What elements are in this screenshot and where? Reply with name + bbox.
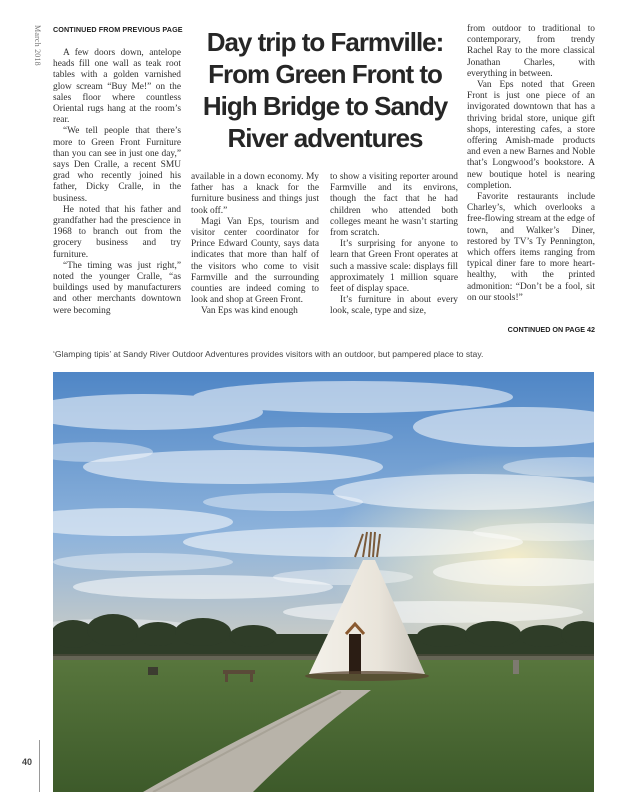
page-number: 40	[22, 757, 33, 767]
paragraph: to show a visiting reporter around Farmville and its environs, though the fact that he had children who attended both colleges meant he wasn’t starting from scratch.	[330, 172, 458, 239]
article-column-4	[467, 24, 595, 304]
continued-on-label: CONTINUED ON PAGE 42	[507, 325, 595, 334]
paragraph: available in a down economy. My father has a knack for the furniture business and things just took off.”	[191, 172, 319, 216]
paragraph: “We tell people that there’s more to Green Front Furniture than you can see in just one day,” says Den Cralle, a recent SMU grad who recently joined his father, Dicky Cralle, in the business.	[53, 126, 181, 204]
article-headline: Day trip to Farmville: From Green Front to High Bridge to Sandy River adventures	[202, 27, 448, 153]
tipi-photo	[53, 372, 594, 792]
paragraph: “The timing was just right,” noted the younger Cralle, “as buildings used by manufacturers and other merchants downtown were becoming	[53, 260, 181, 316]
paragraph: It’s furniture in about every look, scale, type and size,	[330, 295, 458, 317]
paragraph: Magi Van Eps, tourism and visitor center coordinator for Prince Edward County, says data indicates that more than half of the visitors who come to visit Farmville and the surrounding counties are indeed coming to look and shop at Green Front.	[191, 216, 319, 306]
photo-caption: ‘Glamping tipis’ at Sandy River Outdoor Adventures provides visitors with an outdoor, but pampered place to stay.	[53, 349, 484, 359]
continued-from-label: CONTINUED FROM PREVIOUS PAGE	[53, 25, 183, 34]
paragraph: A few doors down, antelope heads fill one wall as teak root tables with a golden varnished glow scream “Buy Me!” on the sales floor where countless Oriental rugs hang at the room’s rear.	[53, 48, 181, 126]
article-column-1	[53, 48, 181, 317]
paragraph: Favorite restaurants include Charley’s, which overlooks a free-flowing stream at the edge of town, and Walker’s Diner, restored by TV’s Ty Pennington, which offers items ranging from typical diner fare to more heart-healthy, with the printed admonition: “Don’t be a fool, sit on our stools!”	[467, 192, 595, 303]
paragraph: from outdoor to traditional to contemporary, from trendy Rachel Ray to the more classical Jonathan Charles, with everything in between.	[467, 24, 595, 79]
margin-rule	[39, 740, 40, 792]
paragraph: It’s surprising for anyone to learn that Green Front operates at such a massive scale: displays fill approximately 1 million square feet of display space.	[330, 239, 458, 295]
tipi-photo-illustration	[53, 372, 594, 792]
article-column-3	[330, 172, 458, 318]
paragraph: Van Eps was kind enough	[201, 306, 298, 317]
issue-date: March 2018	[33, 25, 42, 66]
paragraph: He noted that his father and grandfather had the prescience in 1968 to branch out from the grocery business and try furniture.	[53, 204, 181, 260]
article-column-2	[191, 172, 319, 318]
paragraph: Van Eps noted that Green Front is just one piece of an invigorated downtown that has a thriving bridal store, unique gift shops, interesting cafes, a store offering Amish-made products and even a new Barnes and Noble that’s Longwood’s bookstore. A new boutique hotel is nearing completion.	[467, 80, 595, 191]
